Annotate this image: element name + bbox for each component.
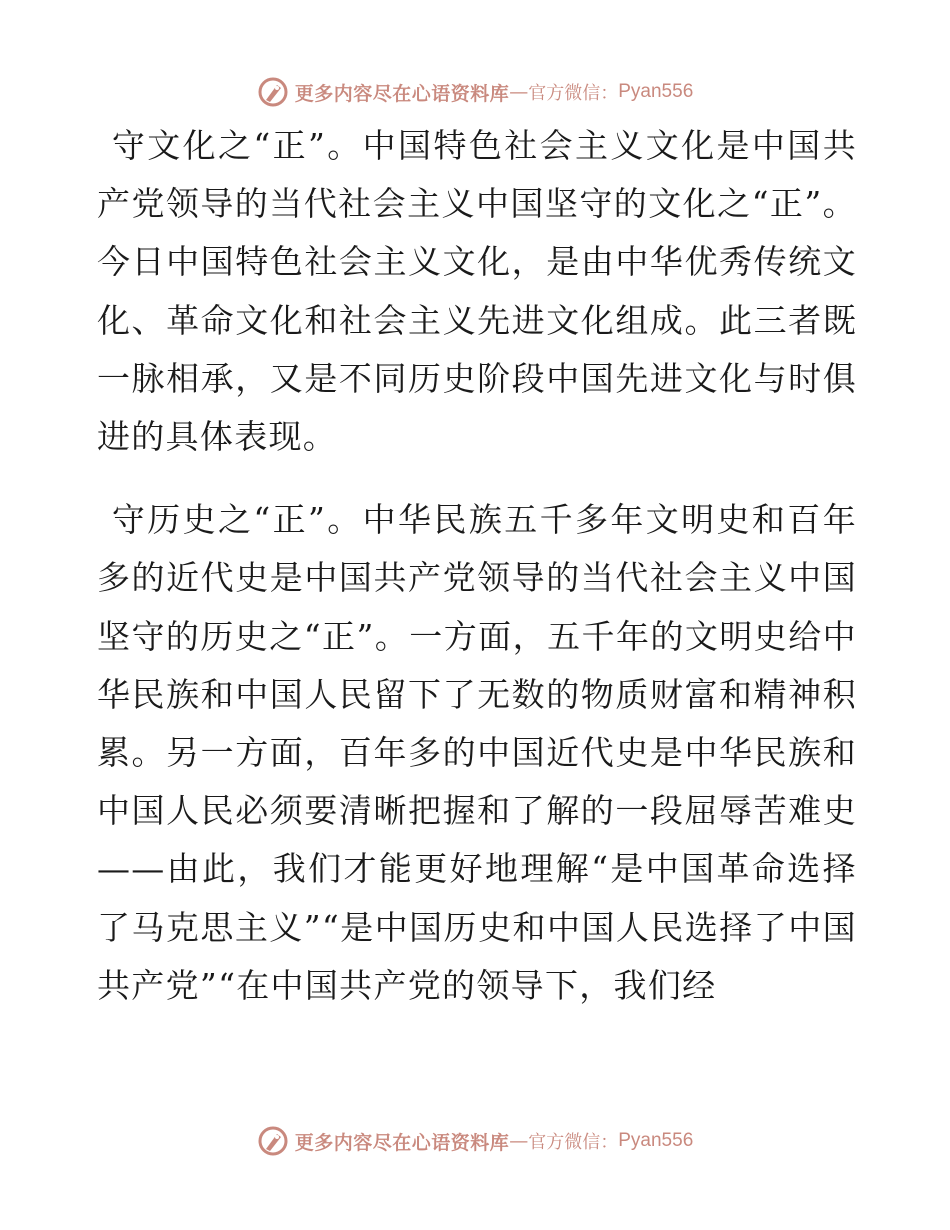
watermark-account-id: Pyan556: [618, 1130, 694, 1151]
watermark-account-id: Pyan556: [618, 81, 694, 102]
watermark-main-text: 更多内容尽在心语资料库: [294, 1131, 510, 1154]
watermark-sub-text: 官方微信：: [528, 1132, 619, 1153]
header-watermark: [0, 72, 950, 112]
paragraph-culture: 守文化之“正”。中国特色社会主义文化是中国共产党领导的当代社会主义中国坚守的文化之“正”。今日中国特色社会主义文化，是由中华优秀传统文化、革命文化和社会主义先进文化组成。此三者既一脉相承，又是不同历史阶段中国先进文化与时俱进的具体表现。: [97, 126, 857, 457]
watermark-sub-text: 官方微信：: [528, 83, 619, 104]
footer-watermark: [0, 1121, 950, 1161]
pen-nib-logo-icon: [257, 1125, 289, 1157]
pen-nib-logo-icon: [257, 76, 289, 108]
document-body: [97, 117, 857, 1015]
paragraph-history: 守历史之“正”。中华民族五千多年文明史和百年多的近代史是中国共产党领导的当代社会主义中国坚守的历史之“正”。一方面，五千年的文明史给中华民族和中国人民留下了无数的物质财富和精神积累。另一方面，百年多的中国近代史是中华民族和中国人民必须要清晰把握和了解的一段屈辱苦难史——由此，我们才能更好地理解“是中国革命选择了马克思主义”“是中国历史和中国人民选择了中国共产党”“在中国共产党的领导下，我们经: [97, 500, 857, 1005]
watermark-main-text: 更多内容尽在心语资料库: [294, 82, 510, 105]
watermark-separator: —: [509, 81, 529, 103]
watermark-separator: —: [509, 1130, 529, 1152]
